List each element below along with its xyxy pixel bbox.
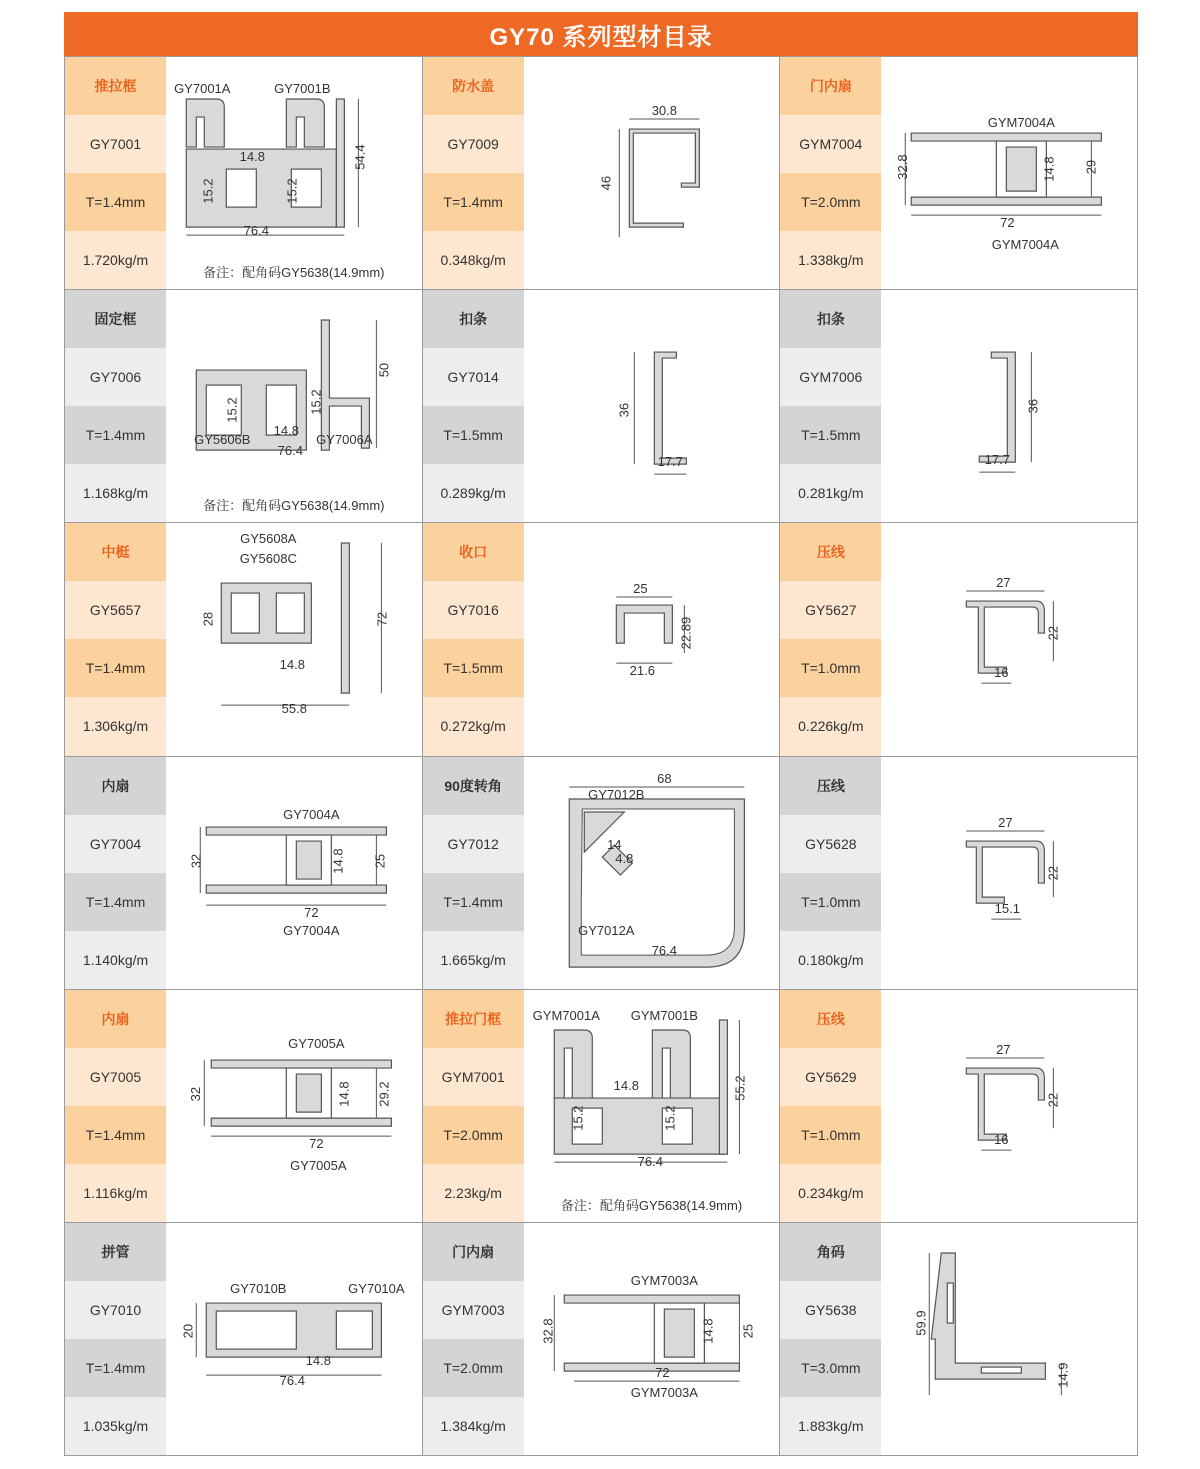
profile-thickness: T=1.4mm	[65, 406, 166, 464]
profile-weight: 1.720kg/m	[65, 231, 166, 289]
dimension-label: 27	[998, 814, 1013, 830]
dimension-label: 4.8	[614, 850, 634, 866]
profile-name: 中梃	[65, 523, 166, 581]
profile-cross-section	[166, 1223, 422, 1455]
dimension-label: 15.2	[224, 397, 240, 423]
profile-thickness: T=1.0mm	[780, 639, 881, 697]
profile-weight: 0.348kg/m	[423, 231, 524, 289]
profile-name: 固定框	[65, 290, 166, 348]
profile-code: GY7016	[423, 581, 524, 639]
dimension-label: 29.2	[376, 1081, 392, 1107]
profile-drawing	[166, 523, 422, 755]
profile-drawing	[524, 1223, 780, 1455]
profile-thickness: T=1.4mm	[65, 1106, 166, 1164]
dimension-label: 14	[606, 836, 622, 852]
profile-cell	[423, 56, 781, 289]
dimension-label: 68	[656, 770, 672, 786]
profile-thickness: T=2.0mm	[780, 173, 881, 231]
dimension-label: 36	[615, 403, 631, 418]
profile-name: 90度转角	[423, 757, 524, 815]
dimension-label: GY7012A	[577, 922, 635, 938]
profile-drawing	[881, 57, 1137, 289]
profile-cell	[65, 756, 423, 989]
catalog-title: GY70 系列型材目录	[64, 12, 1138, 56]
profile-thickness: T=2.0mm	[423, 1339, 524, 1397]
dimension-label: 76.4	[651, 942, 677, 958]
profile-info	[423, 1223, 524, 1455]
profile-info	[423, 523, 524, 755]
dimension-label: GY7005A	[288, 1035, 345, 1051]
profile-cell	[65, 1222, 423, 1455]
dimension-label: 16	[994, 665, 1009, 681]
profile-cell	[423, 289, 781, 522]
profile-code: GY7010	[65, 1281, 166, 1339]
dimension-label: 72	[309, 1135, 324, 1151]
profile-info	[65, 523, 166, 755]
profile-cross-section	[881, 990, 1137, 1222]
dimension-label: 17.7	[984, 452, 1011, 468]
profile-cell	[65, 289, 423, 522]
dimension-label: GY5606B	[194, 432, 251, 448]
dimension-label: 50	[376, 362, 392, 378]
profile-code: GYM7006	[780, 348, 881, 406]
profile-code: GY7012	[423, 815, 524, 873]
profile-name: 推拉框	[65, 57, 166, 115]
profile-name: 门内扇	[780, 57, 881, 115]
profile-info	[780, 990, 881, 1222]
profile-name: 推拉门框	[423, 990, 524, 1048]
dimension-label: 22.89	[678, 617, 694, 650]
profile-cross-section	[166, 290, 422, 522]
profile-thickness: T=1.5mm	[423, 406, 524, 464]
profile-drawing	[881, 290, 1137, 522]
profile-cell	[65, 522, 423, 755]
profile-drawing	[166, 1223, 422, 1455]
profile-code: GY7004	[65, 815, 166, 873]
dimension-label: 72	[654, 1364, 670, 1380]
profile-cell	[780, 1222, 1138, 1455]
profile-weight: 1.306kg/m	[65, 697, 166, 755]
profile-drawing	[166, 757, 422, 989]
profile-cell	[780, 56, 1138, 289]
profile-weight: 2.23kg/m	[423, 1164, 524, 1222]
profile-thickness: T=1.0mm	[780, 1106, 881, 1164]
dimension-label: 15.2	[284, 178, 300, 204]
dimension-label: 76.4	[277, 443, 303, 459]
dimension-label: GY7004A	[283, 806, 340, 822]
dimension-label: 25	[372, 853, 388, 868]
dimension-label: 14.8	[700, 1318, 716, 1344]
dimension-label: 25	[632, 581, 648, 597]
dimension-label: 32.8	[539, 1318, 555, 1344]
profile-name: 内扇	[65, 757, 166, 815]
dimension-label: 17.7	[657, 454, 683, 470]
profile-thickness: T=1.5mm	[780, 406, 881, 464]
profile-cell	[65, 56, 423, 289]
dimension-label: 14.8	[239, 149, 265, 165]
dimension-label: 72	[374, 612, 390, 627]
profile-drawing	[524, 290, 780, 522]
profile-cell	[423, 989, 781, 1222]
dimension-label: 14.8	[1041, 156, 1057, 182]
profile-cross-section	[881, 290, 1137, 522]
dimension-label: 14.8	[336, 1081, 352, 1107]
profile-thickness: T=2.0mm	[423, 1106, 524, 1164]
dimension-label: 15.2	[569, 1105, 585, 1131]
dimension-label: 36	[1025, 399, 1041, 414]
profile-code: GY7001	[65, 115, 166, 173]
profile-thickness: T=1.4mm	[65, 873, 166, 931]
profile-cross-section	[881, 757, 1137, 989]
profile-code: GY7005	[65, 1048, 166, 1106]
profile-cross-section	[524, 757, 780, 989]
dimension-label: 15.2	[662, 1105, 678, 1131]
dimension-label: GY5608A	[240, 531, 297, 547]
profile-thickness: T=1.4mm	[65, 173, 166, 231]
profile-code: GYM7003	[423, 1281, 524, 1339]
profile-weight: 0.180kg/m	[780, 931, 881, 989]
profile-weight: 0.226kg/m	[780, 697, 881, 755]
profile-info	[780, 757, 881, 989]
profile-code: GY5638	[780, 1281, 881, 1339]
profile-cross-section	[524, 523, 780, 755]
profile-thickness: T=1.5mm	[423, 639, 524, 697]
profile-weight: 1.883kg/m	[780, 1397, 881, 1455]
profile-name: 拼管	[65, 1223, 166, 1281]
profile-weight: 1.140kg/m	[65, 931, 166, 989]
profile-name: 压线	[780, 523, 881, 581]
profile-code: GYM7001	[423, 1048, 524, 1106]
profile-name: 扣条	[780, 290, 881, 348]
dimension-label: GY7001B	[274, 81, 331, 97]
profile-drawing	[524, 523, 780, 755]
profile-cross-section	[524, 990, 780, 1222]
dimension-label: 54.4	[352, 144, 368, 170]
dimension-label: 14.9	[1055, 1362, 1071, 1388]
profile-drawing	[881, 1223, 1137, 1455]
dimension-label: GY7010A	[348, 1280, 405, 1296]
dimension-label: GY7010B	[230, 1280, 287, 1296]
profile-cell	[780, 289, 1138, 522]
profile-name: 扣条	[423, 290, 524, 348]
dimension-label: 15.2	[200, 178, 216, 204]
profile-cross-section	[524, 290, 780, 522]
profile-info	[65, 57, 166, 289]
dimension-label: GYM7001B	[630, 1007, 698, 1023]
dimension-label: 76.4	[243, 223, 269, 239]
profile-thickness: T=1.4mm	[423, 873, 524, 931]
dimension-label: 14.8	[613, 1077, 639, 1093]
dimension-label: 76.4	[279, 1372, 305, 1388]
profile-cross-section	[524, 57, 780, 289]
profile-thickness: T=1.4mm	[65, 639, 166, 697]
dimension-label: 72	[1000, 215, 1015, 231]
profile-drawing	[524, 757, 780, 989]
dimension-label: 55.8	[281, 701, 307, 717]
profile-code: GY5628	[780, 815, 881, 873]
profile-cross-section	[166, 523, 422, 755]
profile-drawing	[166, 57, 422, 289]
profile-code: GY5657	[65, 581, 166, 639]
profile-name: 防水盖	[423, 57, 524, 115]
profile-weight: 1.116kg/m	[65, 1164, 166, 1222]
dimension-label: GY5608C	[239, 551, 297, 567]
dimension-label: GY7005A	[290, 1157, 347, 1173]
profile-info	[423, 290, 524, 522]
dimension-label: 30.8	[651, 103, 677, 119]
profile-code: GYM7004	[780, 115, 881, 173]
profile-weight: 1.384kg/m	[423, 1397, 524, 1455]
dimension-label: GY7001A	[174, 81, 231, 97]
profile-weight: 0.234kg/m	[780, 1164, 881, 1222]
profile-cross-section	[881, 523, 1137, 755]
dimension-label: 14.8	[305, 1352, 332, 1368]
profile-code: GY7009	[423, 115, 524, 173]
profile-info	[65, 757, 166, 989]
profile-thickness: T=1.4mm	[65, 1339, 166, 1397]
profile-drawing	[524, 57, 780, 289]
profile-weight: 1.168kg/m	[65, 464, 166, 522]
profile-name: 收口	[423, 523, 524, 581]
profile-info	[423, 757, 524, 989]
dimension-label: 22	[1045, 626, 1061, 641]
dimension-label: 20	[180, 1323, 196, 1339]
dimension-label: 55.2	[732, 1075, 748, 1101]
dimension-label: GYM7004A	[988, 115, 1056, 131]
profile-cell	[423, 756, 781, 989]
profile-drawing	[881, 990, 1137, 1222]
profile-weight: 0.272kg/m	[423, 697, 524, 755]
dimension-label: 29	[1083, 159, 1099, 175]
dimension-label: GYM7004A	[992, 237, 1060, 253]
profile-thickness: T=1.4mm	[423, 173, 524, 231]
profile-cross-section	[524, 1223, 780, 1455]
profile-info	[65, 290, 166, 522]
profile-cell	[780, 522, 1138, 755]
dimension-label: 28	[200, 612, 216, 627]
dimension-label: 72	[304, 904, 319, 920]
profile-info	[65, 990, 166, 1222]
dimension-label: 25	[740, 1323, 756, 1339]
dimension-label: 27	[996, 575, 1011, 591]
dimension-label: 14.8	[330, 847, 346, 874]
profile-catalog-grid	[64, 56, 1138, 1456]
profile-info	[780, 290, 881, 522]
dimension-label: GY7004A	[283, 922, 340, 938]
profile-weight: 0.289kg/m	[423, 464, 524, 522]
dimension-label: GY7006A	[316, 432, 373, 448]
dimension-label: 22	[1045, 1092, 1061, 1107]
dimension-label: 22	[1045, 865, 1061, 880]
profile-drawing	[524, 990, 780, 1222]
dimension-label: GYM7003A	[630, 1384, 698, 1400]
profile-info	[780, 1223, 881, 1455]
profile-weight: 1.665kg/m	[423, 931, 524, 989]
profile-name: 角码	[780, 1223, 881, 1281]
profile-info	[423, 57, 524, 289]
profile-drawing	[166, 290, 422, 522]
dimension-label: 32.8	[895, 154, 911, 180]
dimension-label: 46	[597, 175, 613, 191]
dimension-label: 16	[994, 1131, 1009, 1147]
profile-info	[423, 990, 524, 1222]
dimension-label: GY7012B	[587, 786, 645, 802]
dimension-label: 32	[188, 1086, 204, 1101]
profile-name: 门内扇	[423, 1223, 524, 1281]
profile-drawing	[881, 523, 1137, 755]
dimension-label: 21.6	[629, 663, 655, 679]
profile-cross-section	[881, 1223, 1137, 1455]
profile-info	[780, 523, 881, 755]
profile-cell	[65, 989, 423, 1222]
dimension-label: 27	[996, 1041, 1011, 1057]
profile-weight: 1.338kg/m	[780, 231, 881, 289]
profile-cross-section	[166, 57, 422, 289]
dimension-label: 15.2	[308, 389, 324, 415]
profile-weight: 0.281kg/m	[780, 464, 881, 522]
dimension-label: GYM7001A	[532, 1007, 600, 1023]
profile-code: GY5629	[780, 1048, 881, 1106]
profile-code: GY5627	[780, 581, 881, 639]
profile-name: 压线	[780, 990, 881, 1048]
profile-info	[65, 1223, 166, 1455]
dimension-label: 14.8	[273, 423, 299, 439]
profile-weight: 1.035kg/m	[65, 1397, 166, 1455]
profile-cell	[780, 756, 1138, 989]
profile-cross-section	[166, 757, 422, 989]
profile-thickness: T=1.0mm	[780, 873, 881, 931]
dimension-label: 14.8	[279, 657, 305, 673]
dimension-label: 15.1	[994, 900, 1021, 916]
profile-drawing	[881, 757, 1137, 989]
profile-cell	[423, 1222, 781, 1455]
profile-thickness: T=3.0mm	[780, 1339, 881, 1397]
dimension-label: 59.9	[913, 1310, 929, 1336]
profile-cell	[780, 989, 1138, 1222]
profile-cross-section	[881, 57, 1137, 289]
profile-info	[780, 57, 881, 289]
profile-note: 备注：配角码GY5638(14.9mm)	[203, 265, 385, 281]
profile-note: 备注：配角码GY5638(14.9mm)	[560, 1197, 743, 1213]
profile-code: GY7014	[423, 348, 524, 406]
profile-name: 内扇	[65, 990, 166, 1048]
profile-name: 压线	[780, 757, 881, 815]
dimension-label: 32	[188, 853, 204, 868]
profile-note: 备注：配角码GY5638(14.9mm)	[203, 498, 385, 514]
profile-cell	[423, 522, 781, 755]
profile-code: GY7006	[65, 348, 166, 406]
dimension-label: 76.4	[637, 1153, 663, 1169]
profile-cross-section	[166, 990, 422, 1222]
dimension-label: GYM7003A	[630, 1272, 698, 1288]
profile-drawing	[166, 990, 422, 1222]
